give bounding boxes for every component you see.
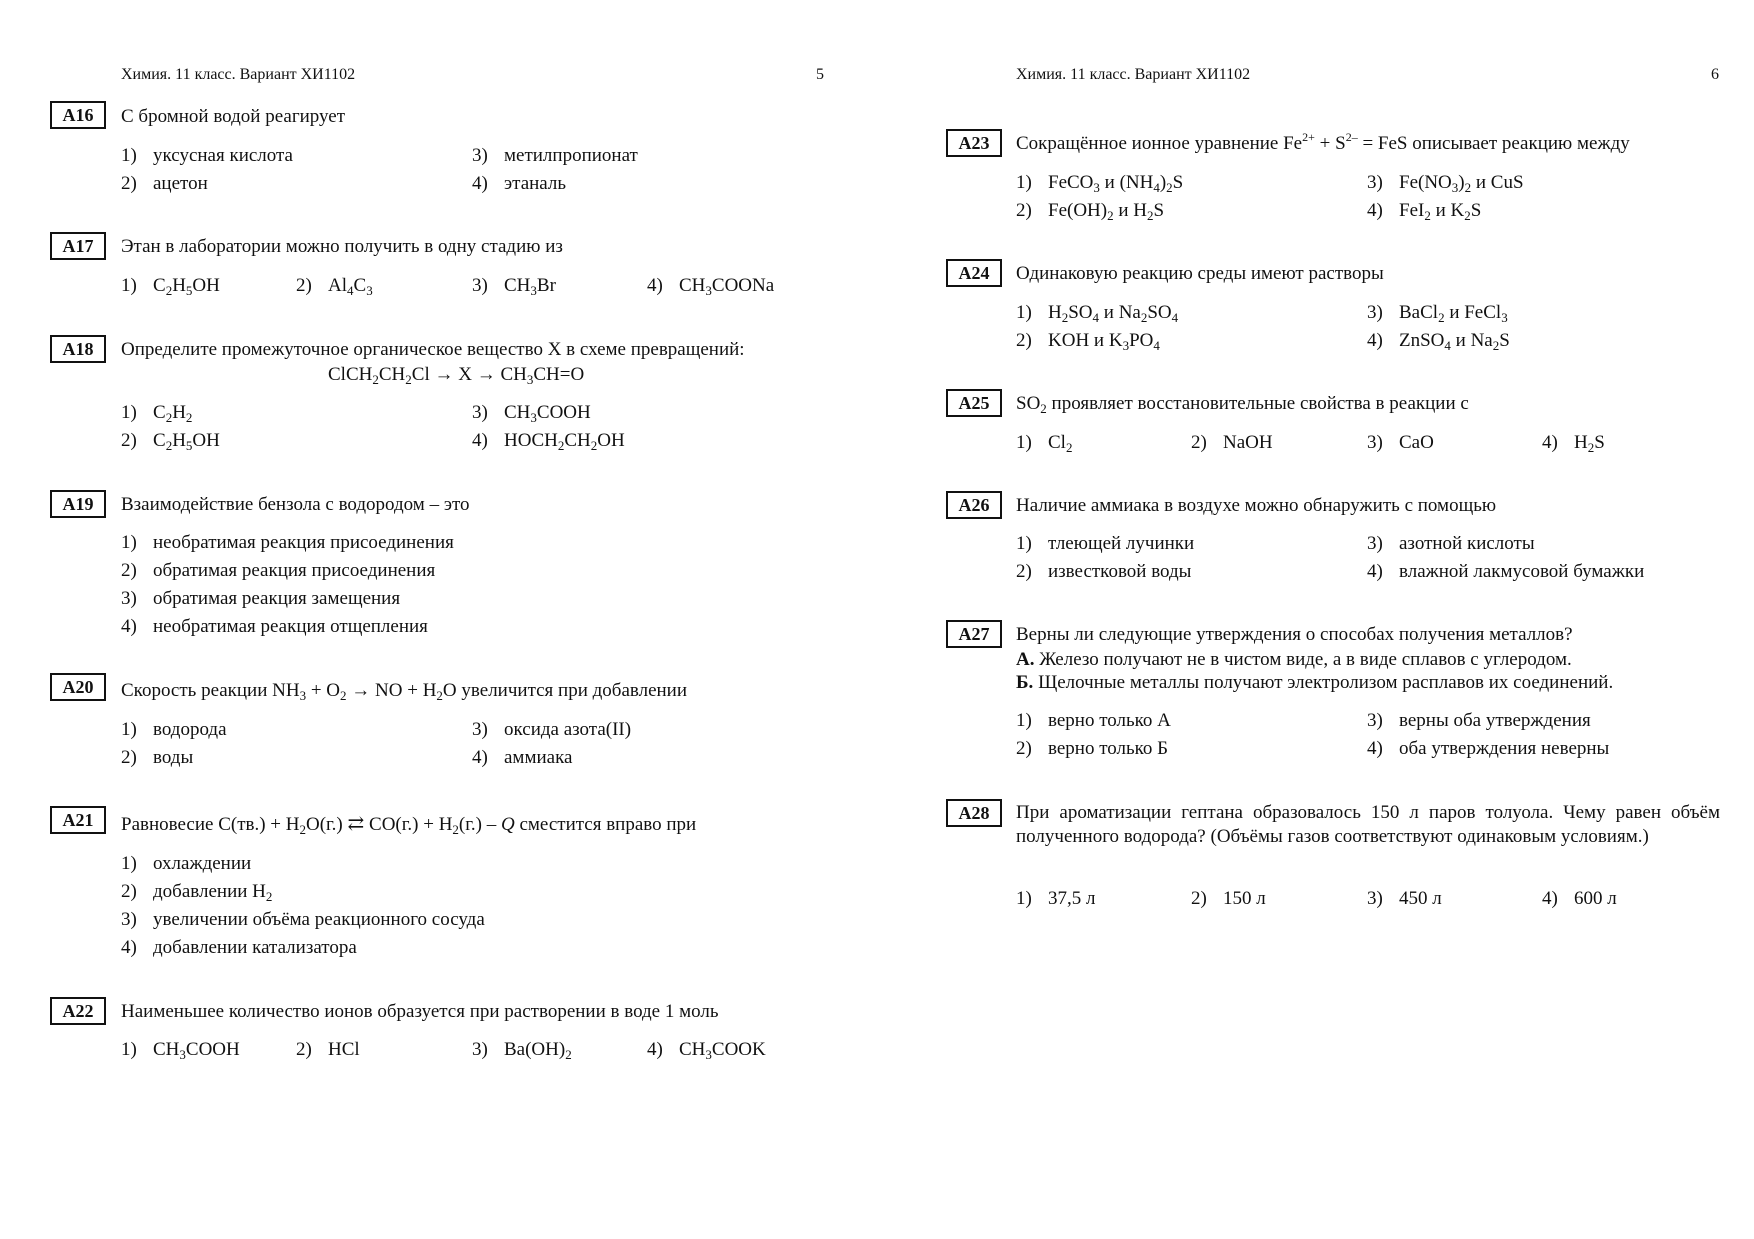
option-3[interactable]: 3) $CH_3Br$ — [472, 275, 556, 298]
page-number: 5 — [816, 66, 824, 83]
option-4[interactable]: 4) аммиака — [472, 747, 573, 768]
page-number: 6 — [1711, 66, 1719, 83]
option-1[interactable]: 1) $C_2H_2$ — [121, 402, 193, 425]
option-4[interactable]: 4) $HOCH_2CH_2OH$ — [472, 430, 625, 453]
option-3[interactable]: 3) верны оба утверждения — [1367, 710, 1591, 731]
statement-a: А. Железо получают не в чистом виде, а в виде сплавов с углеродом. — [1016, 649, 1572, 670]
option-2[interactable]: 2) воды — [121, 747, 194, 768]
question-label: А22 — [50, 997, 106, 1025]
reaction-scheme: $ClCH_2CH_2Cl \to X \to CH_3CH=O$ — [328, 364, 585, 387]
question-label: А24 — [946, 259, 1002, 287]
option-4[interactable]: 4) влажной лакмусовой бумажки — [1367, 561, 1645, 582]
page-header: Химия. 11 класс. Вариант ХИ1102 — [121, 66, 356, 83]
option-3[interactable]: 3) 450 л — [1367, 888, 1442, 909]
option-1[interactable]: 1) уксусная кислота — [121, 145, 293, 166]
question-label: А26 — [946, 491, 1002, 519]
option-3[interactable]: 3) BaCl$_2$ и FeCl$_3$ — [1367, 302, 1508, 325]
question-label: А17 — [50, 232, 106, 260]
question-text: Наличие аммиака в воздухе можно обнаружить с помощью — [1016, 495, 1497, 516]
option-1[interactable]: 1) тлеющей лучинки — [1016, 533, 1195, 554]
option-4[interactable]: 4) добавлении катализатора — [121, 937, 357, 958]
option-2[interactable]: 2) KOH и $K_3PO_4$ — [1016, 330, 1160, 353]
option-3[interactable]: 3) обратимая реакция замещения — [121, 588, 401, 609]
question-text: Одинаковую реакцию среды имеют растворы — [1016, 263, 1384, 284]
question-label: А18 — [50, 335, 106, 363]
option-4[interactable]: 4) $CH_3COOK$ — [647, 1039, 766, 1062]
option-4[interactable]: 4) оба утверждения неверны — [1367, 738, 1610, 759]
option-2[interactable]: 2) добавлении $H_2$ — [121, 881, 273, 904]
option-4[interactable]: 4) FeI$_2$ и $K_2S$ — [1367, 200, 1482, 223]
option-3[interactable]: 3) оксида азота(II) — [472, 719, 632, 740]
option-2[interactable]: 2) 150 л — [1191, 888, 1266, 909]
question-text: Верны ли следующие утверждения о способах получения металлов? — [1016, 624, 1573, 645]
question-text: С бромной водой реагирует — [121, 106, 346, 127]
equilibrium-arrows-icon: ⇄ — [347, 813, 365, 835]
question-label: А20 — [50, 673, 106, 701]
question-label: А27 — [946, 620, 1002, 648]
option-1[interactable]: 1) $Cl_2$ — [1016, 432, 1073, 455]
option-1[interactable]: 1) FeCO$_3$ и $(NH_4)_2S$ — [1016, 172, 1184, 195]
option-2[interactable]: 2) $Al_4C_3$ — [296, 275, 373, 298]
option-2[interactable]: 2) $Fe(OH)_2$ и $H_2S$ — [1016, 200, 1165, 223]
option-2[interactable]: 2) верно только Б — [1016, 738, 1169, 759]
question-label: А28 — [946, 799, 1002, 827]
question-label: А23 — [946, 129, 1002, 157]
option-3[interactable]: 3) метилпропионат — [472, 145, 638, 166]
option-2[interactable]: 2) ацетон — [121, 173, 208, 194]
question-text: При ароматизации гептана образовалось 150 л паров толуола. Чему равен объём полученного водорода? (Объёмы газов соответствуют одинаковым условиям.) — [1016, 802, 1720, 847]
option-4[interactable]: 4) $H_2S$ — [1542, 432, 1605, 455]
option-1[interactable]: 1) необратимая реакция присоединения — [121, 532, 454, 553]
option-2[interactable]: 2) обратимая реакция присоединения — [121, 560, 436, 581]
option-1[interactable]: 1) $H_2SO_4$ и $Na_2SO_4$ — [1016, 302, 1179, 325]
option-1[interactable]: 1) $CH_3COOH$ — [121, 1039, 240, 1062]
option-2[interactable]: 2) известковой воды — [1016, 561, 1192, 582]
option-3[interactable]: 3) $Ba(OH)_2$ — [472, 1039, 572, 1062]
page-right — [877, 0, 1754, 1239]
question-label: А16 — [50, 101, 106, 129]
question-label: А21 — [50, 806, 106, 834]
question-text: Скорость реакции $NH_3 + O_2$ → NO + $H_2O$ увеличится при добавлении — [121, 680, 688, 703]
option-2[interactable]: 2) $C_2H_5OH$ — [121, 430, 220, 453]
option-4[interactable]: 4) ZnSO$_4$ и $Na_2S$ — [1367, 330, 1510, 353]
option-1[interactable]: 1) охлаждении — [121, 853, 252, 874]
question-text: Наименьшее количество ионов образуется при растворении в воде 1 моль — [121, 1001, 719, 1022]
option-3[interactable]: 3) азотной кислоты — [1367, 533, 1535, 554]
option-3[interactable]: 3) $Fe(NO_3)_2$ и CuS — [1367, 172, 1524, 195]
option-1[interactable]: 1) верно только А — [1016, 710, 1171, 731]
option-3[interactable]: 3) увеличении объёма реакционного сосуда — [121, 909, 485, 930]
option-2[interactable]: 2) HCl — [296, 1039, 360, 1060]
option-4[interactable]: 4) необратимая реакция отщепления — [121, 616, 428, 637]
question-text: Взаимодействие бензола с водородом – это — [121, 494, 470, 515]
option-4[interactable]: 4) этаналь — [472, 173, 567, 194]
option-1[interactable]: 1) $C_2H_5OH$ — [121, 275, 220, 298]
option-3[interactable]: 3) CaO — [1367, 432, 1434, 453]
statement-b: Б. Щелочные металлы получают электролизом расплавов их соединений. — [1016, 672, 1614, 693]
question-text: Сокращённое ионное уравнение $Fe^{2+} + S^{2-}$ = FeS описывает реакцию между — [1016, 130, 1630, 154]
option-4[interactable]: 4) 600 л — [1542, 888, 1617, 909]
question-label: А19 — [50, 490, 106, 518]
option-4[interactable]: 4) $CH_3COONa$ — [647, 275, 775, 298]
option-1[interactable]: 1) 37,5 л — [1016, 888, 1096, 909]
page-header: Химия. 11 класс. Вариант ХИ1102 — [1016, 66, 1251, 83]
option-1[interactable]: 1) водорода — [121, 719, 227, 740]
option-2[interactable]: 2) NaOH — [1191, 432, 1273, 453]
question-text: Определите промежуточное органическое вещество X в схеме превращений: — [121, 339, 745, 360]
question-text: $SO_2$ проявляет восстановительные свойства в реакции с — [1016, 393, 1469, 416]
option-3[interactable]: 3) $CH_3COOH$ — [472, 402, 591, 425]
question-text: Равновесие $C(тв.) + H_2O(г.)$ ⇄ $CO(г.) + H_2(г.) - Q$ сместится вправо при — [121, 813, 697, 837]
question-text: Этан в лаборатории можно получить в одну стадию из — [121, 236, 563, 257]
question-label: А25 — [946, 389, 1002, 417]
